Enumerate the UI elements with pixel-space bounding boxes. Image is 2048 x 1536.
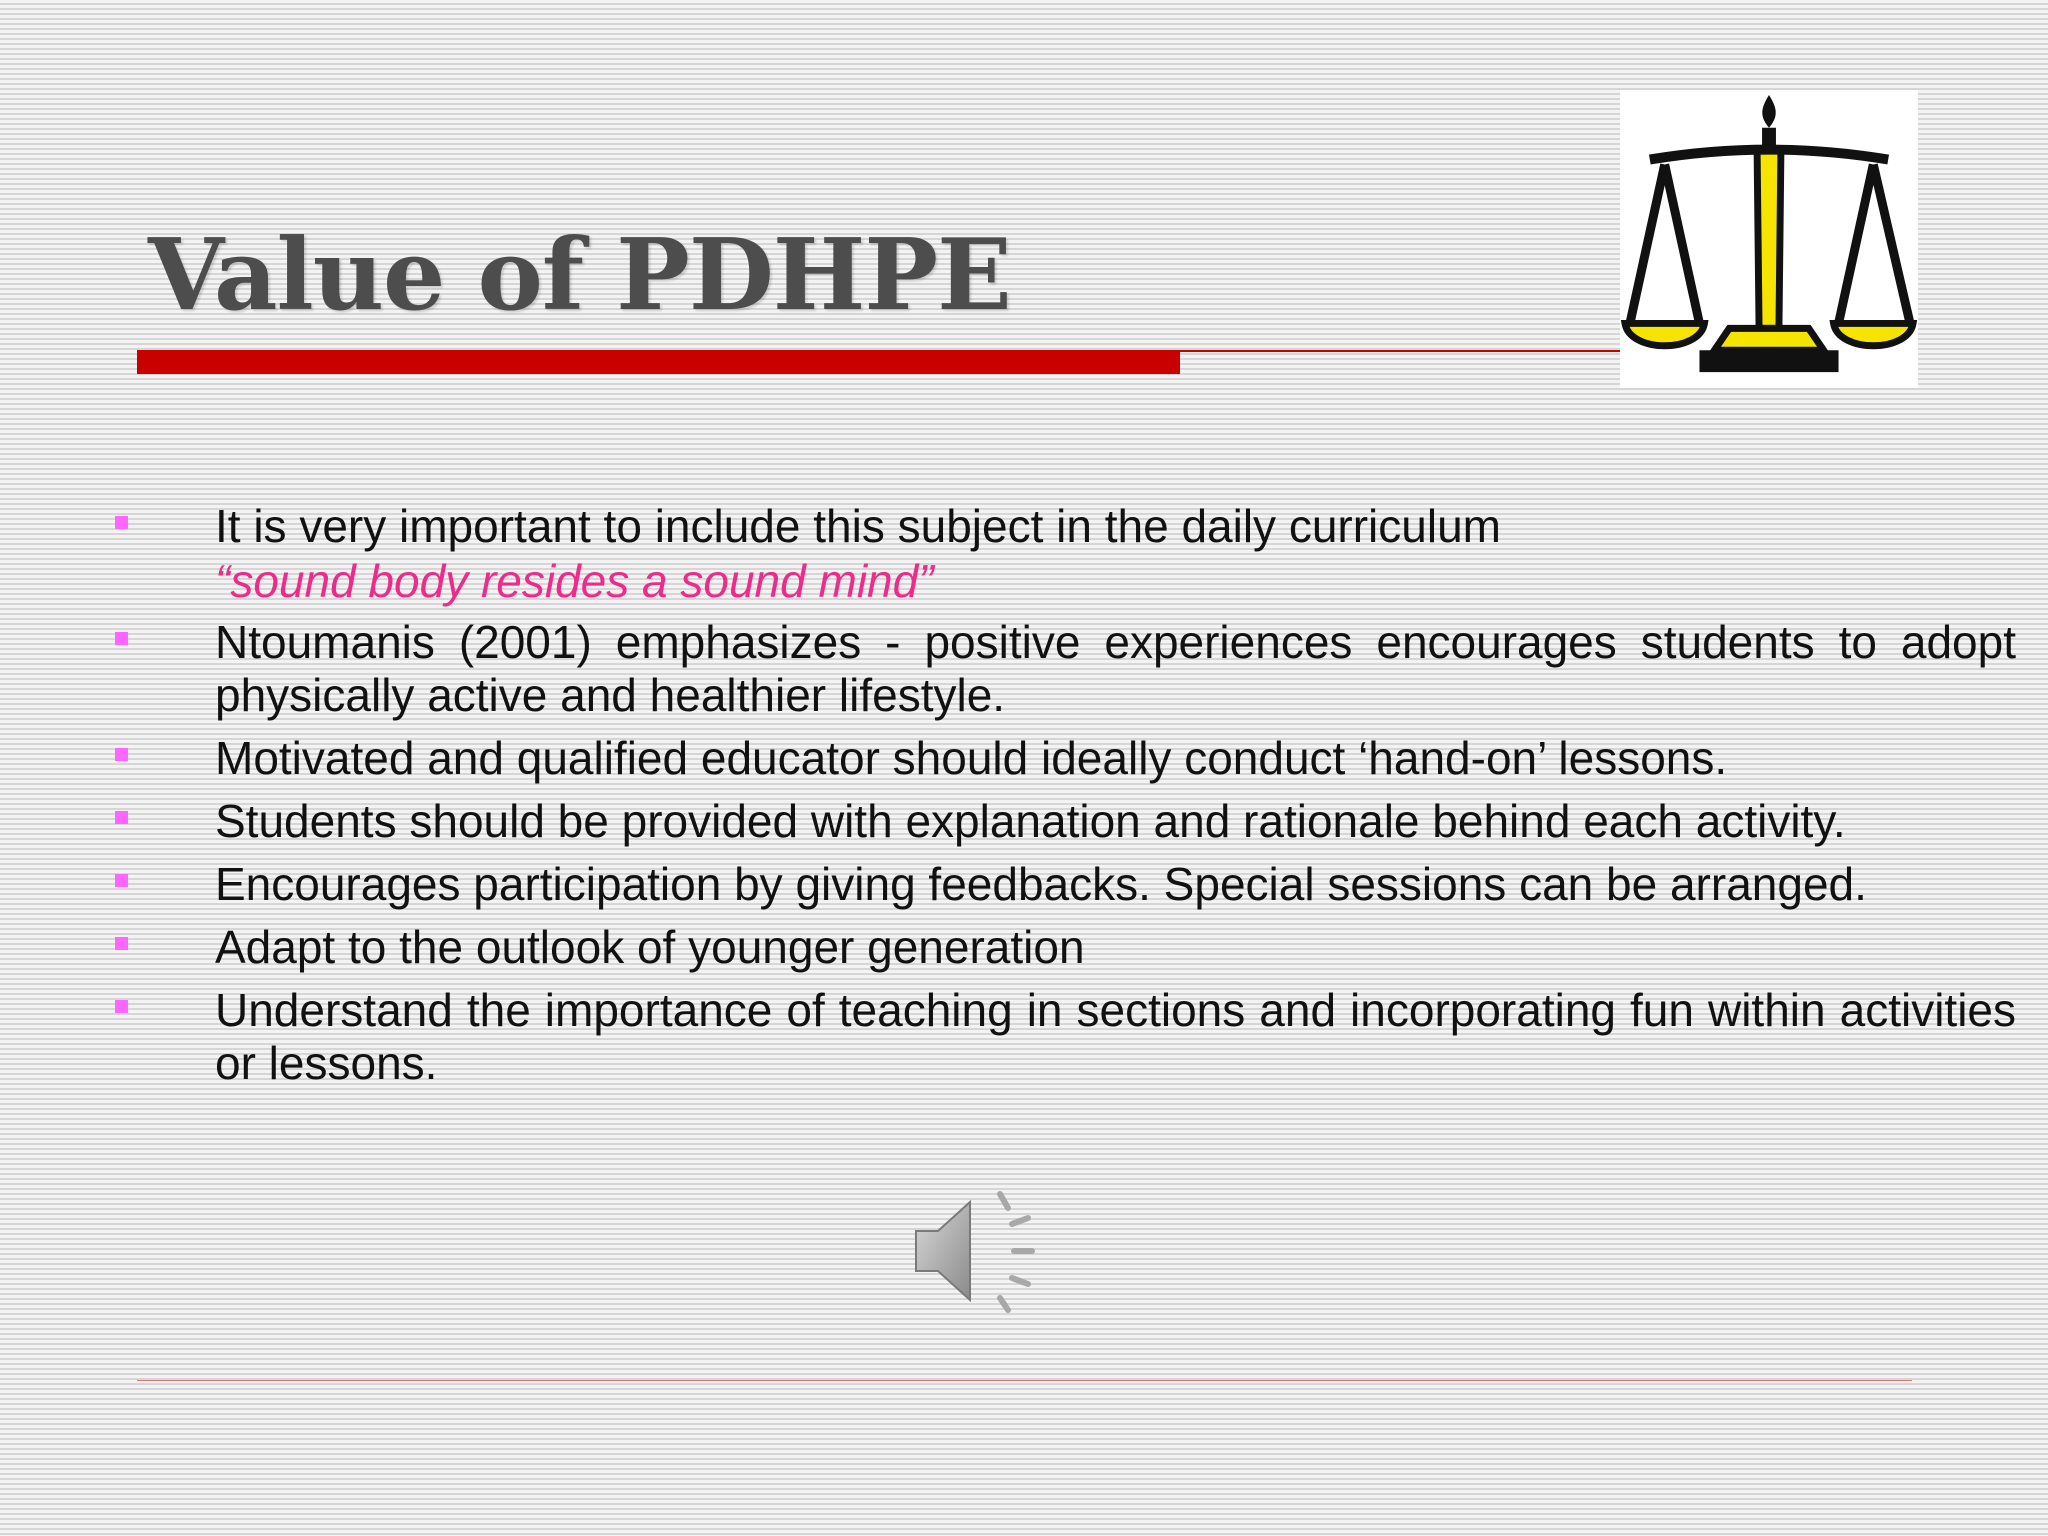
list-item-text: Ntoumanis (2001) emphasizes - positive experiences encourages students to adopt physically active and healthier lifestyle. [215,616,2016,721]
list-item [108,984,2016,1090]
list-item [108,858,1908,911]
bullet-square-icon [115,937,128,950]
list-item-text: It is very important to include this subject in the daily curriculum [215,500,1501,552]
bullet-square-icon [115,874,128,887]
list-item-text: Encourages participation by giving feedbacks. Special sessions can be arranged. [215,858,1867,910]
list-item-text: Students should be provided with explanation and rationale behind each activity. [215,795,1846,847]
list-item-text: Motivated and qualified educator should ideally conduct ‘hand-on’ lessons. [215,732,1728,784]
list-item [108,795,1908,848]
list-item [108,732,1908,785]
list-item-text: Understand the importance of teaching in sections and incorporating fun within activities or lessons. [215,984,2016,1089]
list-item [108,500,1908,553]
title-underline [137,350,1180,374]
bullet-square-icon [115,1000,128,1013]
bullet-square-icon [115,516,128,529]
list-item-text: Adapt to the outlook of younger generation [215,921,1085,973]
bullet-square-icon [115,632,128,645]
bullet-list [108,500,2016,1100]
speaker-icon[interactable] [908,1186,1044,1316]
list-item [108,921,1908,974]
balance-scale-icon [1620,90,1918,388]
list-item [108,616,2016,722]
footer-divider [137,1380,1912,1381]
bullet-square-icon [115,811,128,824]
quote-text: “sound body resides a sound mind” [215,555,934,607]
bullet-square-icon [115,748,128,761]
title-underline-thin [1180,350,1620,352]
slide-title: Value of PDHPE [148,218,1011,333]
